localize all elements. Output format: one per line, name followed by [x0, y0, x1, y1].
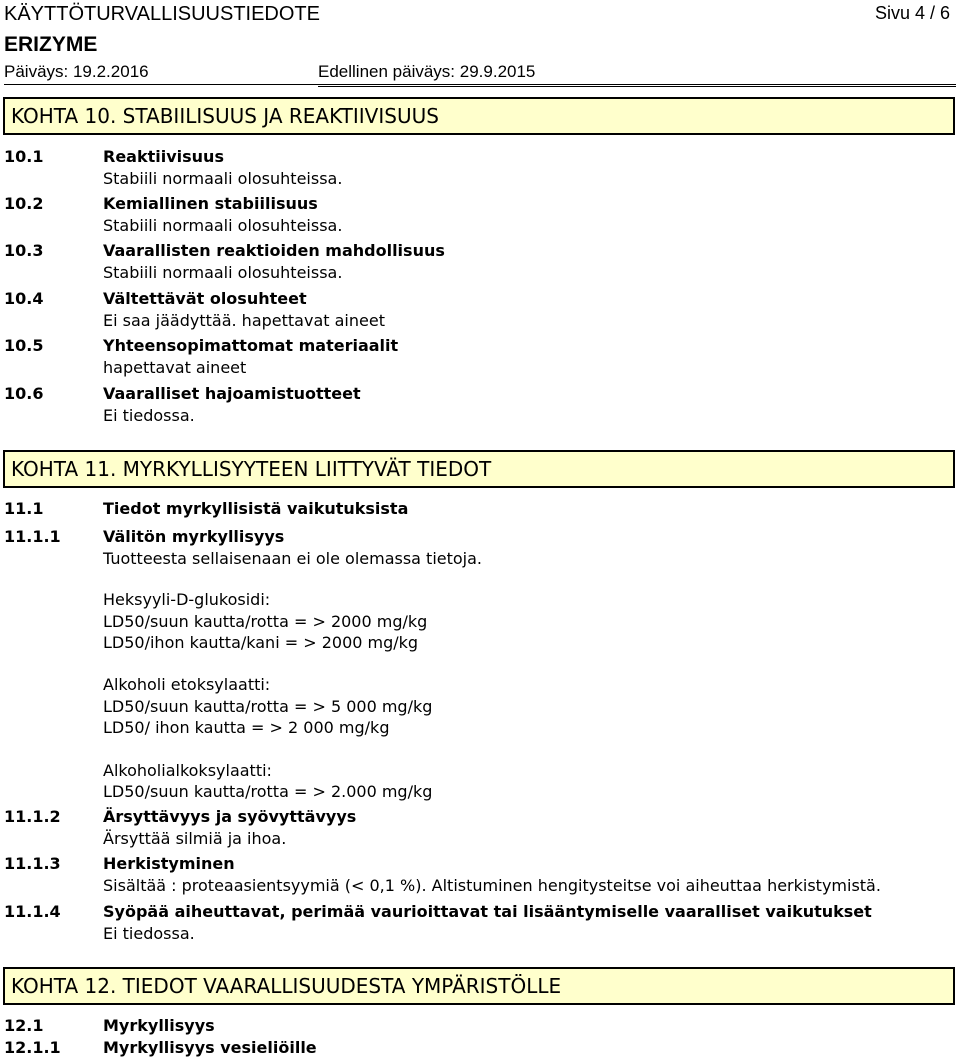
header-divider-secondary — [318, 86, 956, 87]
subsection-title: Vaaralliset hajoamistuotteet — [103, 384, 361, 403]
subsection-title: Myrkyllisyys — [103, 1016, 215, 1035]
subsection-title: Myrkyllisyys vesieliöille — [103, 1038, 317, 1057]
subsection-title: Syöpää aiheuttavat, perimää vaurioittavat tai lisääntymiselle vaaralliset vaikutukset — [103, 902, 872, 921]
substance-name: Alkoholi etoksylaatti: — [103, 675, 271, 694]
subsection-text: Ei tiedossa. — [103, 924, 195, 943]
subsection-number: 11.1.2 — [4, 807, 61, 826]
subsection-title: Reaktiivisuus — [103, 147, 224, 166]
subsection-number: 11.1 — [4, 499, 44, 518]
subsection-text: Ei saa jäädyttää. hapettavat aineet — [103, 311, 385, 330]
subsection-number: 10.3 — [4, 241, 44, 260]
subsection-text: Stabiili normaali olosuhteissa. — [103, 169, 343, 188]
subsection-number: 11.1.1 — [4, 527, 61, 546]
subsection-title: Kemiallinen stabiilisuus — [103, 194, 318, 213]
subsection-title: Välitön myrkyllisyys — [103, 527, 285, 546]
subsection-number: 10.6 — [4, 384, 44, 403]
subsection-number: 11.1.4 — [4, 902, 61, 921]
subsection-title: Yhteensopimattomat materiaalit — [103, 336, 399, 355]
toxicity-note: Tuotteesta sellaisenaan ei ole olemassa tietoja. — [103, 549, 483, 568]
section-12-heading: KOHTA 12. TIEDOT VAARALLISUUDESTA YMPÄRISTÖLLE — [3, 967, 955, 1005]
page-number: Sivu 4 / 6 — [874, 3, 950, 23]
subsection-title: Tiedot myrkyllisistä vaikutuksista — [103, 499, 409, 518]
product-name: ERIZYME — [4, 33, 98, 56]
toxicity-value: LD50/ihon kautta/kani = > 2000 mg/kg — [103, 633, 419, 652]
previous-revision-date: Edellinen päiväys: 29.9.2015 — [318, 62, 536, 81]
toxicity-value: LD50/suun kautta/rotta = > 2.000 mg/kg — [103, 782, 433, 801]
substance-name: Heksyyli-D-glukosidi: — [103, 590, 271, 609]
subsection-number: 10.1 — [4, 147, 44, 166]
section-10-heading: KOHTA 10. STABIILISUUS JA REAKTIIVISUUS — [3, 97, 955, 135]
subsection-number: 11.1.3 — [4, 854, 61, 873]
subsection-text: Ei tiedossa. — [103, 406, 195, 425]
subsection-title: Ärsyttävyys ja syövyttävyys — [103, 807, 357, 826]
subsection-text: hapettavat aineet — [103, 358, 247, 377]
substance-name: Alkoholialkoksylaatti: — [103, 761, 272, 780]
toxicity-value: LD50/suun kautta/rotta = > 5 000 mg/kg — [103, 697, 433, 716]
subsection-title: Vältettävät olosuhteet — [103, 289, 307, 308]
toxicity-value: LD50/ ihon kautta = > 2 000 mg/kg — [103, 718, 390, 737]
revision-date: Päiväys: 19.2.2016 — [4, 62, 149, 81]
toxicity-value: LD50/suun kautta/rotta = > 2000 mg/kg — [103, 612, 428, 631]
subsection-number: 12.1 — [4, 1016, 44, 1035]
subsection-title: Herkistyminen — [103, 854, 235, 873]
subsection-text: Ärsyttää silmiä ja ihoa. — [103, 829, 287, 848]
header-divider — [4, 84, 956, 85]
subsection-number: 10.4 — [4, 289, 44, 308]
subsection-number: 12.1.1 — [4, 1038, 61, 1057]
subsection-title: Vaarallisten reaktioiden mahdollisuus — [103, 241, 445, 260]
subsection-text: Sisältää : proteaasientsyymiä (< 0,1 %). Altistuminen hengitysteitse voi aiheuttaa herkistymistä. — [103, 876, 881, 895]
subsection-text: Stabiili normaali olosuhteissa. — [103, 216, 343, 235]
subsection-text: Stabiili normaali olosuhteissa. — [103, 263, 343, 282]
section-11-heading: KOHTA 11. MYRKYLLISYYTEEN LIITTYVÄT TIEDOT — [3, 450, 955, 488]
subsection-number: 10.2 — [4, 194, 44, 213]
subsection-number: 10.5 — [4, 336, 44, 355]
document-type: KÄYTTÖTURVALLISUUSTIEDOTE — [4, 3, 320, 25]
